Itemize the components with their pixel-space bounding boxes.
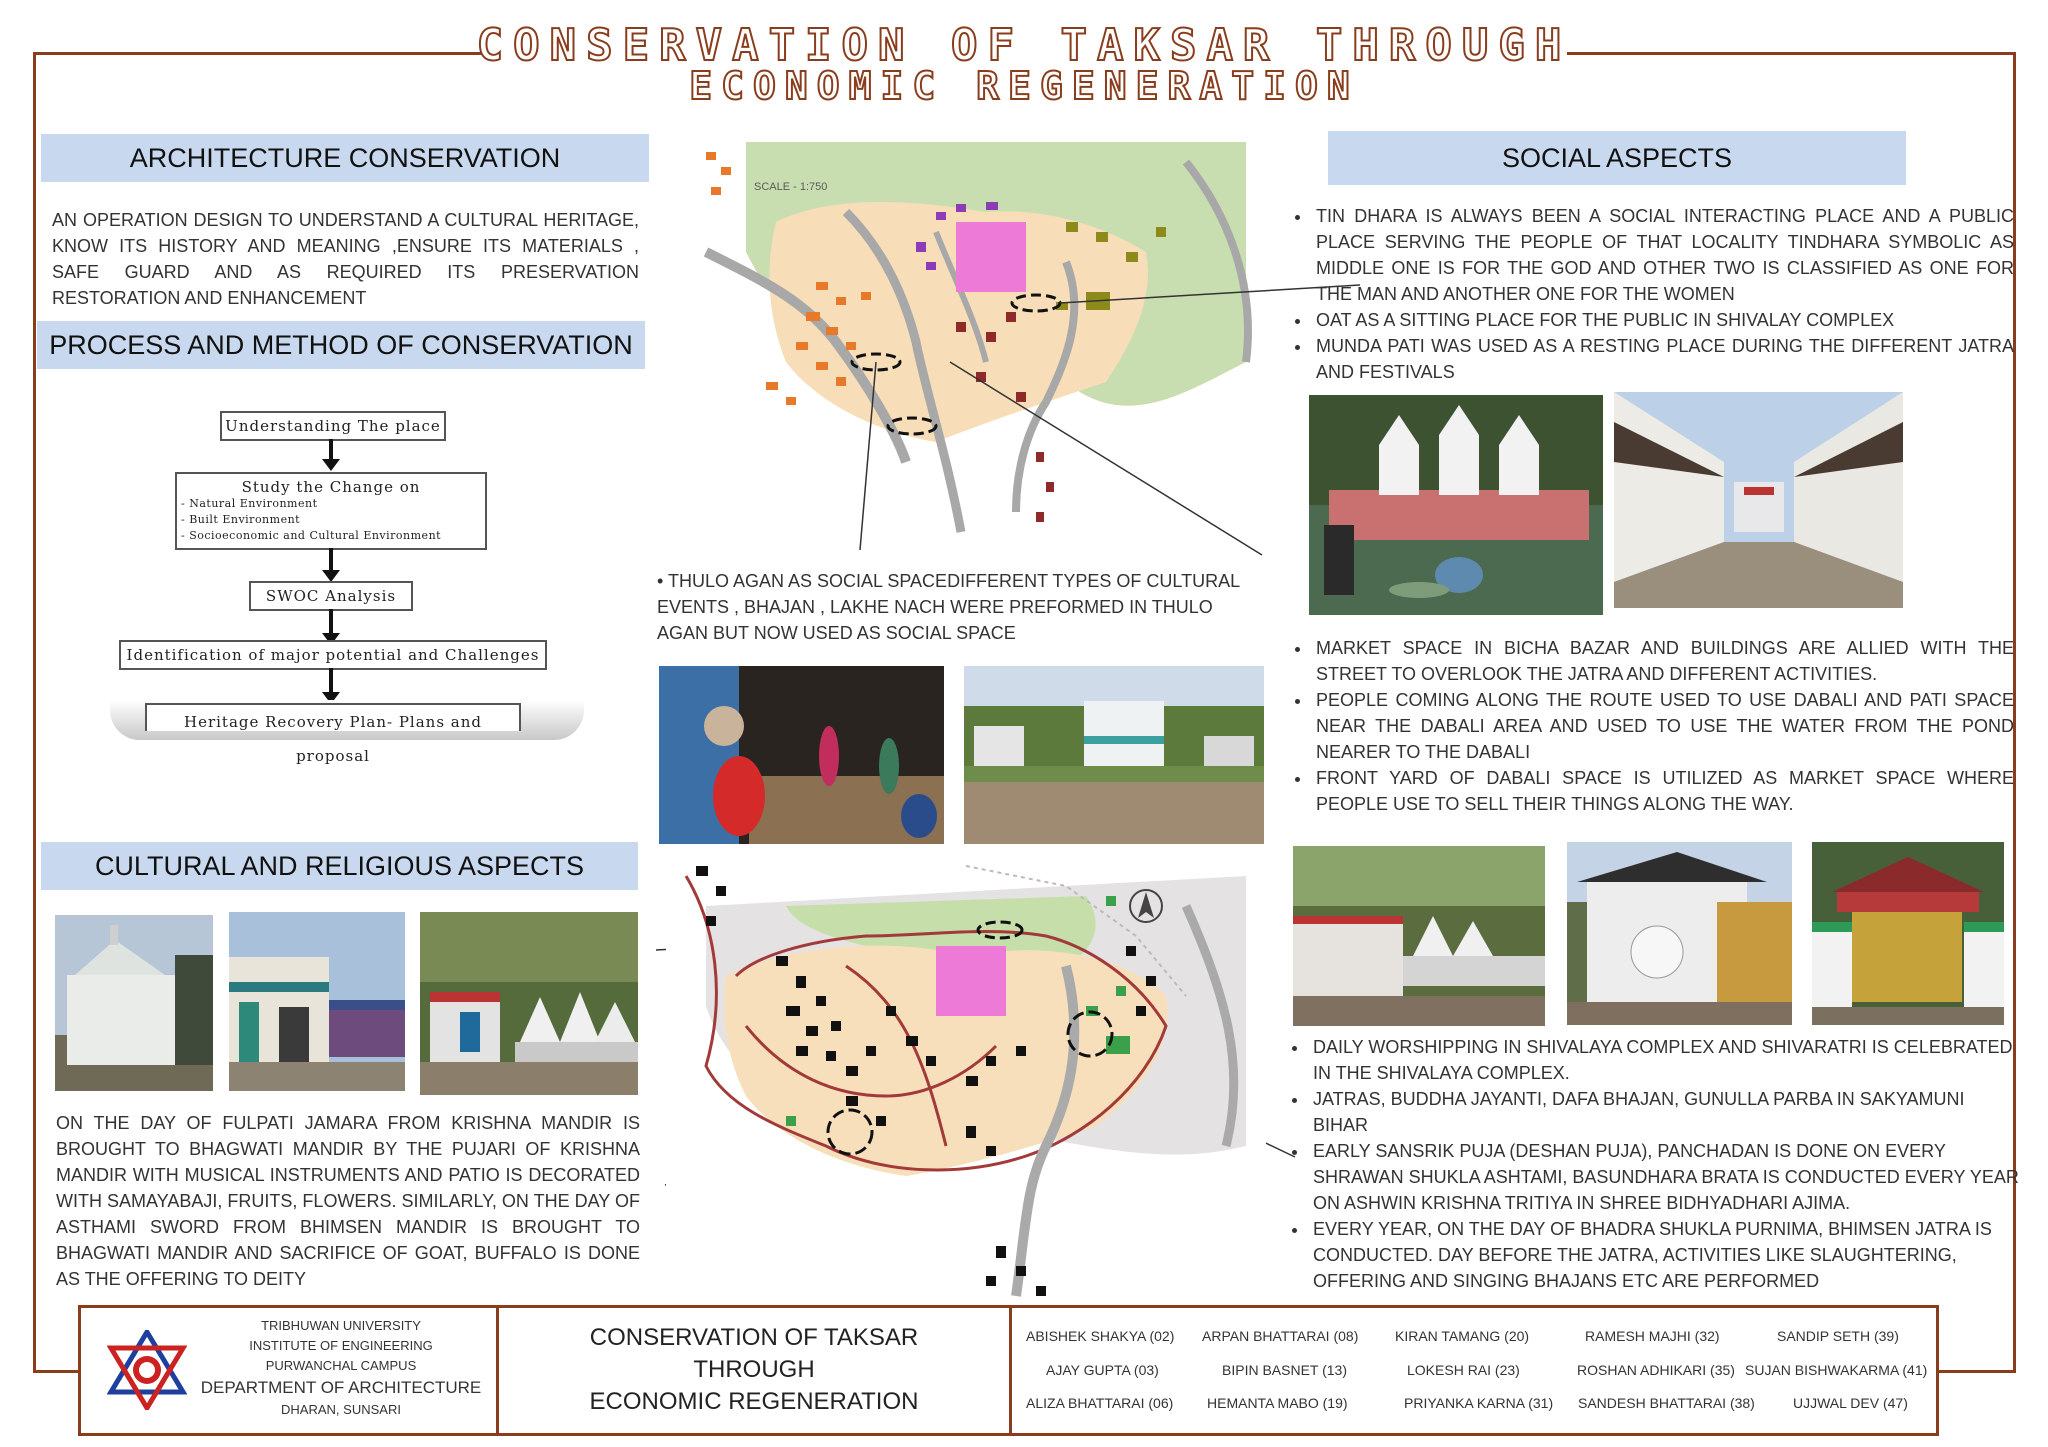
member-name: BIPIN BASNET (13): [1222, 1362, 1348, 1378]
uni-line: PURWANCHAL CAMPUS: [265, 1358, 417, 1373]
architecture-text: AN OPERATION DESIGN TO UNDERSTAND A CULTURAL HERITAGE, KNOW ITS HISTORY AND MEANING ,ENSURE ITS MATERIALS , SAFE GUARD AND AS REQUIRED ITS PRESERVATION RESTORATION AND ENHANCEMENT: [52, 210, 639, 308]
university-block: [81, 1308, 496, 1433]
dabali-photo: [1293, 846, 1545, 1026]
tin-dhara-photo: [1309, 395, 1603, 615]
thulo-agan-text: • THULO AGAN AS SOCIAL SPACEDIFFERENT TYPES OF CULTURAL EVENTS , BHAJAN , LAKHE NACH WERE PREFORMED IN THULO AGAN BUT NOW USED AS SOCIAL SPACE: [657, 571, 1240, 643]
department-name: DEPARTMENT OF ARCHITECTURE: [200, 1378, 482, 1397]
cultural-text: ON THE DAY OF FULPATI JAMARA FROM KRISHNA MANDIR IS BROUGHT TO BHAGWATI MANDIR BY THE PUJARI OF KRISHNA MANDIR WITH MUSICAL INSTRUMENTS AND PATIO IS DECORATED WITH SAMAYABAJI, FRUITS, FLOWERS. SIMILARLY, ON THE DAY OF ASTHAMI SWORD FROM BHIMSEN MANDIR IS BROUGHT TO BHAGWATI MANDIR AND SACRIFICE OF GOAT, BUFFALO IS DONE AS THE OFFERING TO DEITY: [56, 1113, 640, 1289]
list-item: • OAT AS A SITTING PLACE FOR THE PUBLIC IN SHIVALAY COMPLEX: [1312, 307, 2014, 333]
member-name: LOKESH RAI (23): [1407, 1362, 1520, 1378]
cultural-heading: CULTURAL AND RELIGIOUS ASPECTS: [41, 842, 638, 890]
footer: [78, 1305, 1939, 1436]
member-name: ABISHEK SHAKYA (02): [1026, 1328, 1175, 1344]
flow-step-3: SWOC Analysis: [249, 581, 413, 611]
list-item: • FRONT YARD OF DABALI SPACE IS UTILIZED AS MARKET SPACE WHERE PEOPLE USE TO SELL THEIR THINGS ALONG THE WAY.: [1312, 765, 2014, 817]
temple-gate-photo: [1812, 842, 2004, 1025]
flow-step-2-item: - Socioeconomic and Cultural Environment: [181, 529, 442, 542]
process-heading: PROCESS AND METHOD OF CONSERVATION: [37, 321, 645, 369]
flow-step-2-item: - Built Environment: [181, 513, 301, 526]
map-scale: SCALE - 1:750: [754, 181, 828, 193]
member-name: RAMESH MAJHI (32): [1585, 1328, 1720, 1344]
list-item: • TIN DHARA IS ALWAYS BEEN A SOCIAL INTERACTING PLACE AND A PUBLIC PLACE SERVING THE PEOPLE OF THAT LOCALITY TINDHARA SYMBOLIC AS MIDDLE ONE IS FOR THE GOD AND OTHER TWO IS CLASSIFIED AS ONE FOR THE MAN AND ANOTHER ONE FOR THE WOMEN: [1312, 203, 2014, 307]
project-line: ECONOMIC REGENERATION: [589, 1388, 919, 1415]
list-item: • PEOPLE COMING ALONG THE ROUTE USED TO USE DABALI AND PATI SPACE NEAR THE DABALI AREA AND USED TO USE THE WATER FROM THE POND NEARER TO THE DABALI: [1312, 687, 2014, 765]
member-name: ROSHAN ADHIKARI (35): [1577, 1362, 1735, 1378]
site-map-bottom: [666, 846, 1266, 1306]
social-heading: SOCIAL ASPECTS: [1328, 131, 1906, 185]
street-photo: [1614, 392, 1903, 608]
university-logo: [107, 1330, 187, 1410]
member-name: SUJAN BISHWAKARMA (41): [1745, 1362, 1928, 1378]
list-item: • EARLY SANSRIK PUJA (DESHAN PUJA), PANCHADAN IS DONE ON EVERY SHRAWAN SHUKLA ASHTAMI, BASUNDHARA BRATA IS CONDUCTED EVERY YEAR ON ASHWIN KRISHNA TRITIYA IN SHREE BIDHYADHARI AJIMA.: [1309, 1138, 2024, 1216]
flow-step-1: Understanding The place: [220, 411, 446, 441]
member-name: UJJWAL DEV (47): [1793, 1395, 1908, 1411]
member-name: PRIYANKA KARNA (31): [1404, 1395, 1554, 1411]
uni-line: INSTITUTE OF ENGINEERING: [249, 1338, 433, 1353]
social-bullets-3: [1287, 1034, 2024, 1294]
member-name: ALIZA BHATTARAI (06): [1026, 1395, 1174, 1411]
social-bullets-2: [1290, 635, 2014, 817]
list-item: • JATRAS, BUDDHA JAYANTI, DAFA BHAJAN, GUNULLA PARBA IN SAKYAMUNI BIHAR: [1309, 1086, 2024, 1138]
thulo-agan-photo: [964, 666, 1264, 844]
lakhe-dance-photo: [659, 666, 944, 844]
project-line: CONSERVATION OF TAKSAR: [589, 1324, 919, 1351]
project-title: [499, 1308, 1009, 1447]
member-name: AJAY GUPTA (03): [1046, 1362, 1159, 1378]
list-item: • MARKET SPACE IN BICHA BAZAR AND BUILDINGS ARE ALLIED WITH THE STREET TO OVERLOOK THE JATRA AND DIFFERENT ACTIVITIES.: [1312, 635, 2014, 687]
list-item: • DAILY WORSHIPPING IN SHIVALAYA COMPLEX AND SHIVARATRI IS CELEBRATED IN THE SHIVALAYA COMPLEX.: [1309, 1034, 2024, 1086]
architecture-heading: ARCHITECTURE CONSERVATION: [41, 134, 649, 182]
member-name: SANDESH BHATTARAI (38): [1578, 1395, 1755, 1411]
flow-step-4: Identification of major potential and Challenges: [119, 640, 547, 670]
uni-line: DHARAN, SUNSARI: [281, 1402, 401, 1417]
list-item: • EVERY YEAR, ON THE DAY OF BHADRA SHUKLA PURNIMA, BHIMSEN JATRA IS CONDUCTED. DAY BEFORE THE JATRA, ACTIVITIES LIKE SLAUGHTERING, OFFERING AND SINGING BHAJANS ETC ARE PERFORMED: [1309, 1216, 2024, 1294]
flow-step-2-item: - Natural Environment: [181, 497, 318, 510]
uni-line: TRIBHUWAN UNIVERSITY: [261, 1318, 421, 1333]
flow-step-5: Heritage Recovery Plan- Plans and proposal: [145, 703, 521, 731]
member-name: KIRAN TAMANG (20): [1395, 1328, 1530, 1344]
page-subtitle: ECONOMIC REGENERATION: [689, 64, 1359, 108]
member-name: HEMANTA MABO (19): [1207, 1395, 1348, 1411]
flow-step-2-title: Study the Change on: [241, 478, 421, 496]
project-line: THROUGH: [693, 1356, 815, 1383]
social-bullets-1: [1290, 203, 2014, 385]
member-name: SANDIP SETH (39): [1777, 1328, 1899, 1344]
list-item: • MUNDA PATI WAS USED AS A RESTING PLACE DURING THE DIFFERENT JATRA AND FESTIVALS: [1312, 333, 2014, 385]
team-members: [1012, 1308, 1936, 1433]
page-title: CONSERVATION OF TAKSAR THROUGH: [476, 20, 1572, 71]
university-name: [191, 1316, 491, 1420]
member-name: ARPAN BHATTARAI (08): [1202, 1328, 1359, 1344]
stupa-photo: [1567, 842, 1792, 1025]
